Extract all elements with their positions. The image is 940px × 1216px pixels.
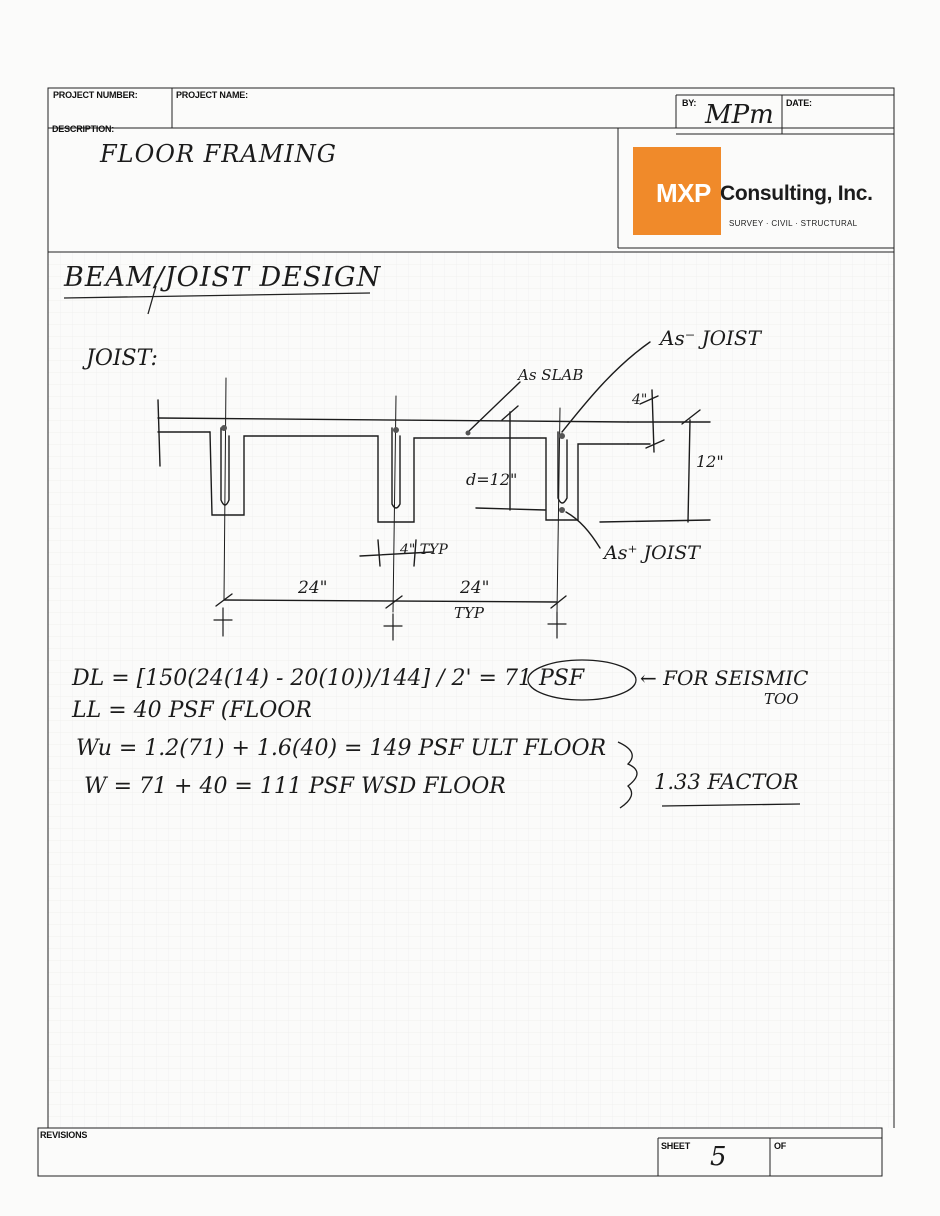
revisions-label: REVISIONS bbox=[40, 1130, 88, 1140]
as-joist-bottom-label: As⁺ JOIST bbox=[604, 542, 700, 564]
spacing-typ-label: TYP bbox=[454, 604, 484, 622]
calc-heading: BEAM/JOIST DESIGN bbox=[64, 262, 382, 293]
joist-subheading: JOIST: bbox=[86, 346, 158, 371]
spacing-1-label: 24" bbox=[298, 578, 328, 598]
ultimate-load-line: Wu = 1.2(71) + 1.6(40) = 149 PSF ULT FLOOR bbox=[76, 736, 607, 761]
as-slab-label: As SLAB bbox=[518, 366, 584, 384]
depth-label: d=12" bbox=[466, 470, 518, 489]
description-label: DESCRIPTION: bbox=[52, 124, 115, 134]
by-label: BY: bbox=[682, 98, 697, 108]
total-depth-label: 12" bbox=[696, 452, 724, 471]
company-logo-mark: MXP bbox=[656, 178, 711, 208]
dead-load-line: DL = [150(24(14) - 20(10))/144] / 2' = 71 PSF bbox=[72, 666, 585, 691]
company-name: Consulting, Inc. bbox=[720, 182, 873, 205]
factor-note: 1.33 FACTOR bbox=[654, 770, 799, 794]
as-joist-top-label: As⁻ JOIST bbox=[660, 326, 761, 350]
description-value: FLOOR FRAMING bbox=[100, 140, 337, 168]
project-name-label: PROJECT NAME: bbox=[176, 90, 248, 100]
seismic-note-too: TOO bbox=[764, 690, 799, 708]
working-load-line: W = 71 + 40 = 111 PSF WSD FLOOR bbox=[84, 774, 506, 799]
spacing-2-label: 24" bbox=[460, 578, 490, 598]
date-label: DATE: bbox=[786, 98, 812, 108]
company-tagline: SURVEY · CIVIL · STRUCTURAL bbox=[729, 219, 858, 228]
stem-width-label: 4" TYP bbox=[400, 542, 448, 558]
sheet-label: SHEET bbox=[661, 1141, 691, 1151]
by-value: MPm bbox=[705, 100, 774, 130]
seismic-note: ← FOR SEISMIC bbox=[640, 666, 809, 690]
sheet-number: 5 bbox=[710, 1142, 727, 1172]
live-load-line: LL = 40 PSF (FLOOR bbox=[72, 698, 312, 723]
of-label: OF bbox=[774, 1141, 787, 1151]
project-number-label: PROJECT NUMBER: bbox=[53, 90, 138, 100]
slab-thickness-label: 4" bbox=[632, 392, 648, 408]
